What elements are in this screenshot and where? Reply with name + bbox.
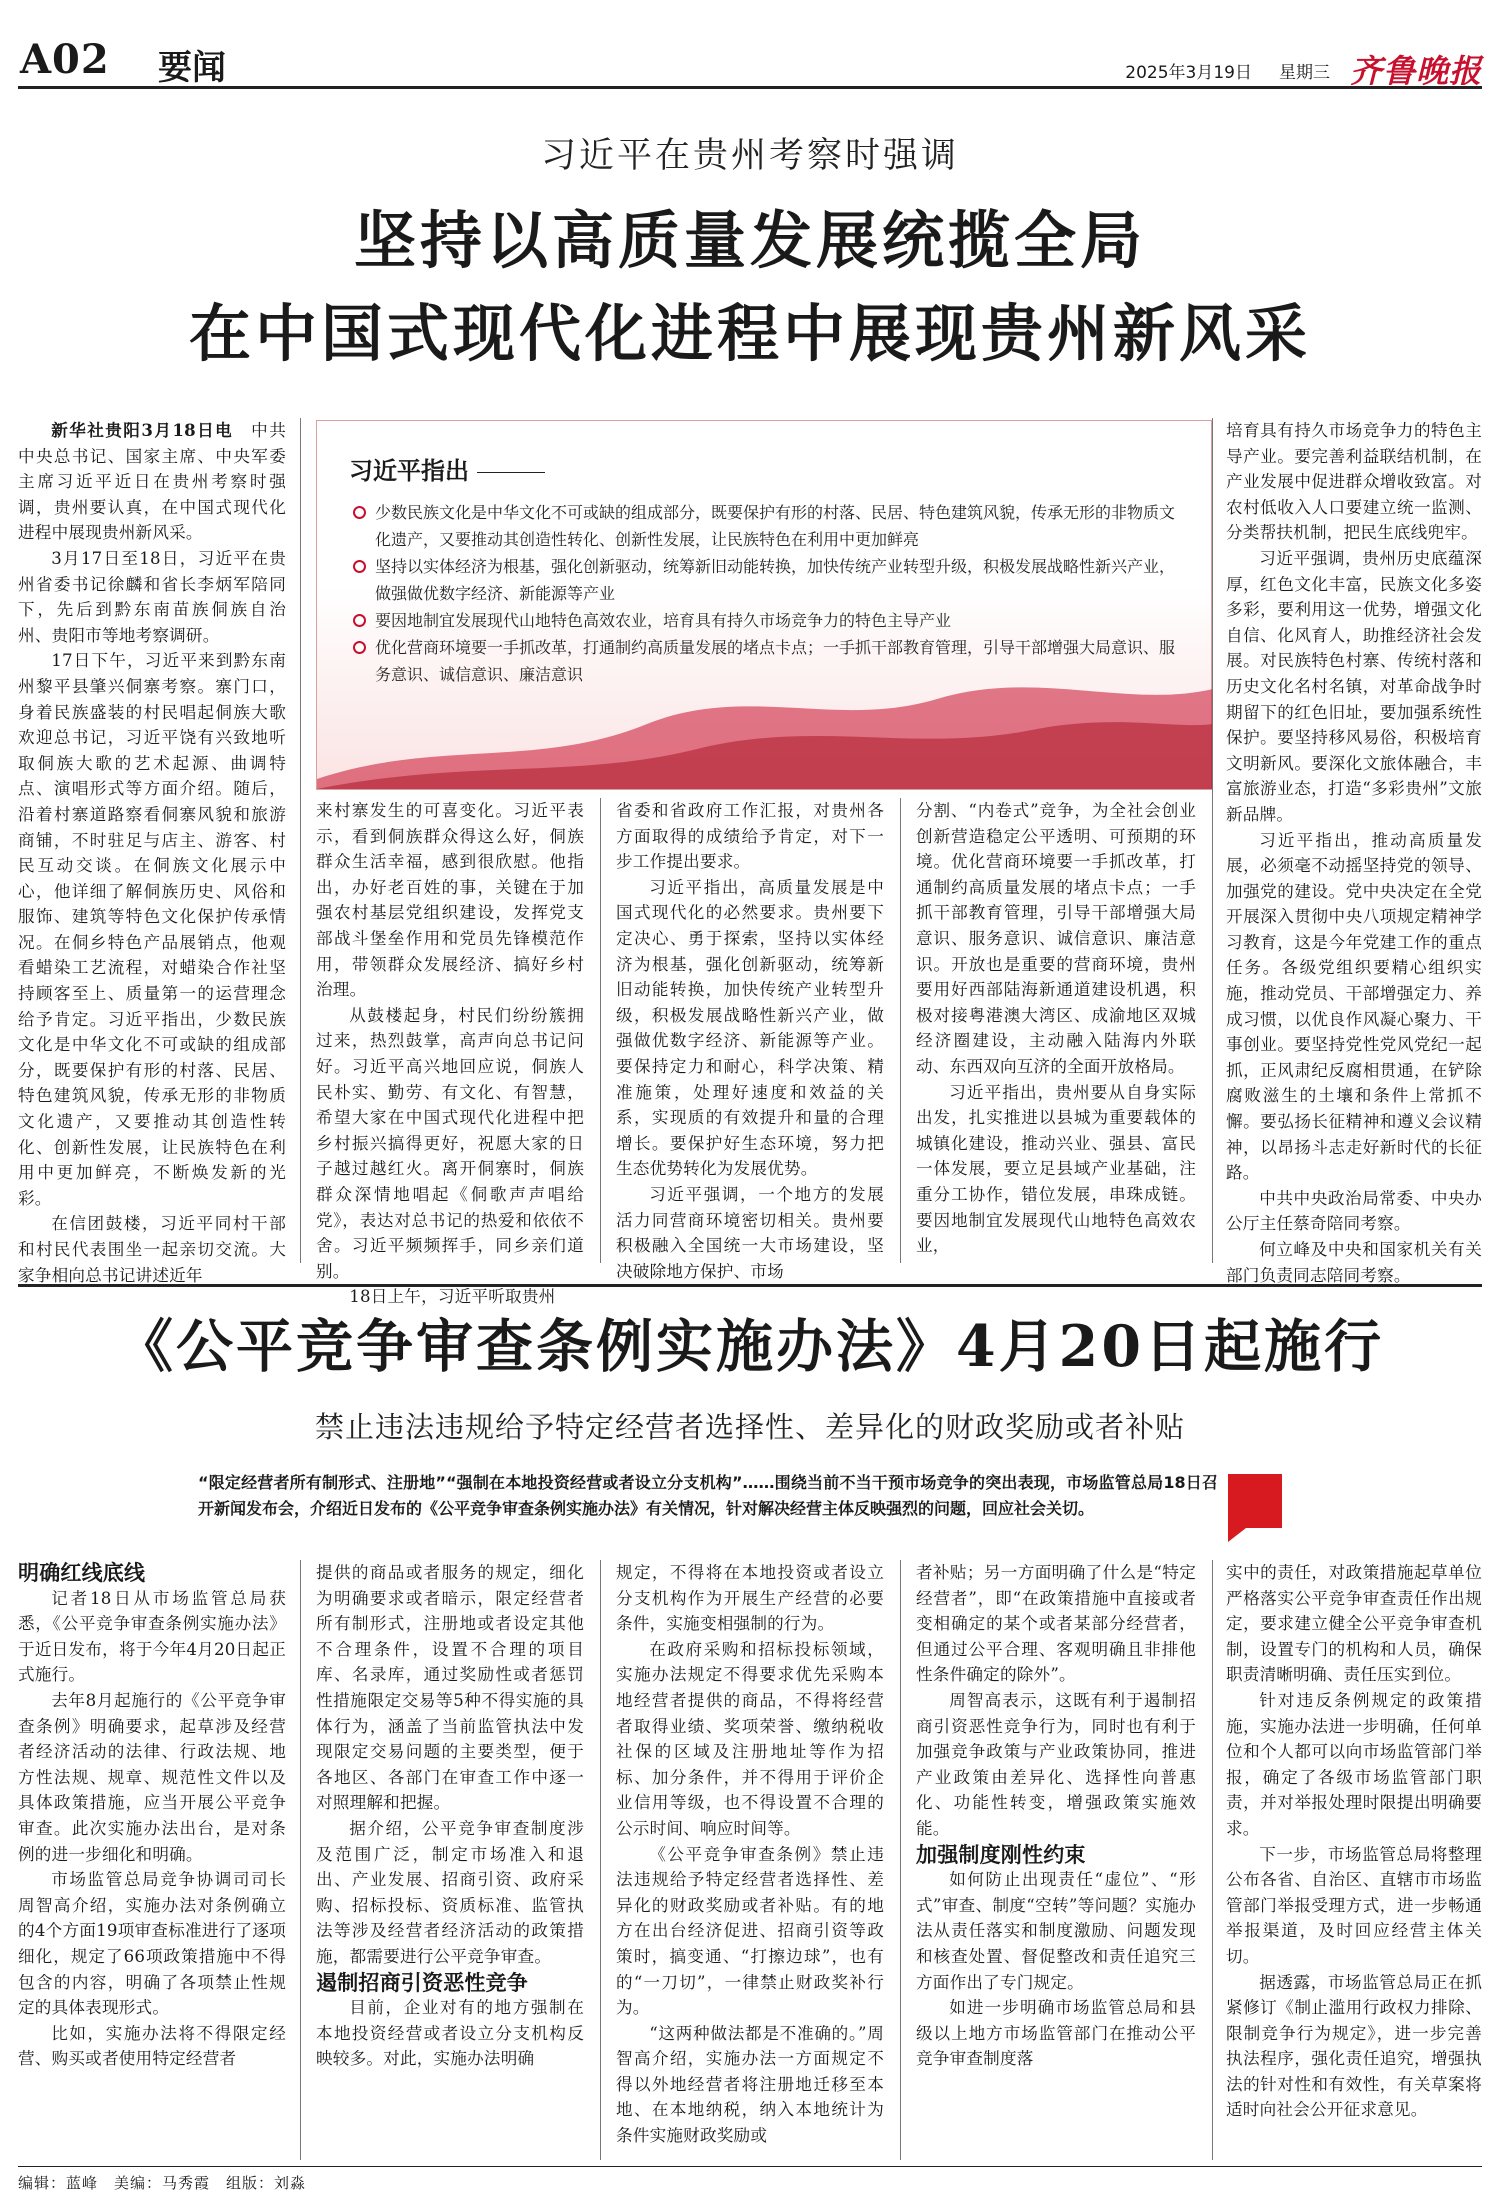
paragraph: 习近平指出，贵州要从自身实际出发，扎实推进以县城为重要载体的城镇化建设，推动兴业、强县、富民一体发展，要立足县域产业基础，注重分工协作，错位发展，串珠成链。要因地制宜发展现代山地特色高效农业， [916,1082,1196,1256]
paragraph: 者补贴；另一方面明确了什么是“特定经营者”，即“在政策措施中直接或者变相确定的某个或者某部分经营者，但通过公平合理、客观明确且非排他性条件确定的除外”。 [916,1563,1196,1685]
story1-title-line2: 在中国式现代化进程中展现贵州新风采 [188,297,1311,370]
page-header [18,10,1482,88]
story2-title: 《公平竞争审查条例实施办法》4月20日起施行 [116,1313,1384,1380]
paragraph: 习近平指出，推动高质量发展，必须毫不动摇坚持党的领导、加强党的建设。党中央决定在全党开展深入贯彻中央八项规定精神学习教育，这是今年党建工作的重点任务。各级党组织要精心组织实施，推动党员、干部增强定力、养成习惯，以优良作风凝心聚力、干事创业。要坚持党性党风党纪一起抓，正风肃纪反腐相贯通，在铲除腐败滋生的土壤和条件上常抓不懈。要弘扬长征精神和遵义会议精神，以昂扬斗志走好新时代的长征路。 [1226,830,1482,1183]
paragraph: 中共中央政治局常委、中央办公厅主任蔡奇陪同考察。 [1226,1188,1482,1234]
red-block-mark [1228,1474,1282,1528]
paragraph: 3月17日至18日，习近平在贵州省委书记徐麟和省长李炳军陪同下，先后到黔东南苗族侗族自治州、贵阳市等地考察调研。 [18,548,286,645]
story2-column-4 [916,1560,1196,2160]
story2-subtitle: 禁止违法违规给予特定经营者选择性、差异化的财政奖励或者补贴 [314,1410,1185,1444]
column-divider [600,1560,601,2160]
paragraph: 下一步，市场监管总局将整理公布各省、自治区、直辖市市场监管部门举报受理方式，进一步畅通举报渠道，及时回应经营主体关切。 [1226,1844,1482,1966]
column-divider [900,1560,901,2160]
quote-item: 要因地制宜发展现代山地特色高效农业，培育具有持久市场竞争力的特色主导产业 [353,607,1177,634]
paragraph: 市场监管总局竞争协调司司长周智高介绍，实施办法对条例确立的4个方面19项审查标准进行了逐项细化，规定了66项政策措施中不得包含的内容，明确了各项禁止性规定的具体表现形式。 [18,1870,286,2018]
section-subhead: 加强制度刚性约束 [916,1841,1086,1867]
quote-box [316,420,1212,790]
column-divider [1212,1560,1213,2160]
issue-date: 2025年3月19日 [1125,63,1252,83]
quote-box-title: 习近平指出 [349,451,545,486]
quote-item: 优化营商环境要一手抓改革，打通制约高质量发展的堵点卡点；一手抓干部教育管理，引导干部增强大局意识、服务意识、诚信意识、廉洁意识 [353,634,1177,688]
paragraph: 提供的商品或者服务的规定，细化为明确要求或者暗示，限定经营者所有制形式，注册地或者设定其他不合理条件，设置不合理的项目库、名录库，通过奖励性或者惩罚性措施限定交易等5种不得实施的具体行为，涵盖了当前监管执法中发现限定交易问题的主要类型，便于各地区、各部门在审查工作中逐一对照理解和把握。 [316,1563,584,1813]
paragraph: 习近平强调，贵州历史底蕴深厚，红色文化丰富，民族文化多姿多彩，要利用这一优势，增强文化自信、化风育人，助推经济社会发展。对民族特色村寨、传统村落和历史文化名村名镇，对革命战争时期留下的红色旧址，要加强系统性保护。要坚持移风易俗，积极培育文明新风。要深化文旅体融合，丰富旅游业态，打造“多彩贵州”文旅新品牌。 [1226,548,1482,824]
paragraph: 习近平指出，高质量发展是中国式现代化的必然要求。贵州要下定决心、勇于探索，坚持以实体经济为根基，强化创新驱动，统筹新旧动能转换，加快传统产业转型升级，积极发展战略性新兴产业，做强做优数字经济、新能源等产业。要保持定力和耐心，科学决策、精准施策，处理好速度和效益的关系，实现质的有效提升和量的合理增长。要保护好生态环境，努力把生态优势转化为发展优势。 [616,877,884,1179]
story2-column-2 [316,1560,584,2160]
paragraph: 新华社贵阳3月18日电 中共中央总书记、国家主席、中央军委主席习近平近日在贵州考察时强调，贵州要认真，在中国式现代化进程中展现贵州新风采。 [18,420,286,543]
paragraph: 比如，实施办法将不得限定经营、购买或者使用特定经营者 [18,2023,286,2069]
footer-rule [18,2166,1482,2167]
story2-column-1 [18,1560,286,2160]
paragraph: 记者18日从市场监管总局获悉，《公平竞争审查条例实施办法》于近日发布，将于今年4月20日起正式施行。 [18,1588,286,1685]
quote-item: 少数民族文化是中华文化不可或缺的组成部分，既要保护有形的村落、民居、特色建筑风貌，传承无形的非物质文化遗产，又要推动其创造性转化、创新性发展，让民族特色在利用中更加鲜亮 [353,499,1177,553]
paragraph: 18日上午，习近平听取贵州 [349,1287,556,1307]
story1-title-line1: 坚持以高质量发展统揽全局 [353,204,1146,277]
masthead-logo: 齐鲁晚报 [1349,52,1482,90]
paragraph: 17日下午，习近平来到黔东南州黎平县肇兴侗寨考察。寨门口，身着民族盛装的村民唱起侗族大歌欢迎总书记，习近平饶有兴致地听取侗族大歌的艺术起源、曲调特点、演唱形式等方面介绍。随后，沿着村寨道路察看侗寨风貌和旅游商铺，不时驻足与店主、游客、村民互动交谈。在侗族文化展示中心，他详细了解侗族历史、风俗和服饰、建筑等特色文化保护传承情况。在侗乡特色产品展销点，他观看蜡染工艺流程，对蜡染合作社坚持顾客至上、质量第一的运营理念给予肯定。习近平指出，少数民族文化是中华文化不可或缺的组成部分，既要保护有形的村落、民居、特色建筑风貌，传承无形的非物质文化遗产，又要推动其创造性转化、创新性发展，让民族特色在利用中更加鲜亮，不断焕发新的光彩。 [18,651,286,1208]
paragraph: 据透露，市场监管总局正在抓紧修订《制止滥用行政权力排除、限制竞争行为规定》，进一步完善执法程序，强化责任追究，增强执法的针对性和有效性，有关草案将适时向社会公开征求意见。 [1226,1972,1482,2120]
paragraph: 何立峰及中央和国家机关有关部门负责同志陪同考察。 [1226,1240,1482,1285]
paragraph: 在信团鼓楼，习近平同村干部和村民代表围坐一起亲切交流。大家争相向总书记讲述近年 [18,1214,286,1285]
story-separator [18,1284,1482,1287]
paragraph: 实中的责任，对政策措施起草单位严格落实公平竞争审查责任作出规定，要求建立健全公平竞争审查机制，设置专门的机构和人员，确保职责清晰明确、责任压实到位。 [1226,1563,1482,1685]
column-divider [900,798,901,1263]
paragraph: 规定，不得将在本地投资或者设立分支机构作为开展生产经营的必要条件，实施变相强制的行为。 [616,1563,884,1634]
section-subhead: 遏制招商引资恶性竞争 [316,1969,528,1995]
page-number: A02 [20,36,110,83]
section-subhead: 明确红线底线 [18,1560,146,1585]
story1-column-5 [1226,418,1482,1285]
paragraph: 分割、“内卷式”竞争，为全社会创业创新营造稳定公平透明、可预期的环境。优化营商环境要一手抓改革，打通制约高质量发展的堵点卡点；一手抓干部教育管理，引导干部增强大局意识、服务意识、诚信意识、廉洁意识。开放也是重要的营商环境，贵州要用好西部陆海新通道建设机遇，积极对接粤港澳大湾区、成渝地区双城经济圈建设，主动融入陆海内外联动、东西双向互济的全面开放格局。 [916,801,1196,1076]
paragraph: 习近平强调，一个地方的发展活力同营商环境密切相关。贵州要积极融入全国统一大市场建设，坚决破除地方保护、市场 [616,1184,884,1281]
story2-column-5 [1226,1560,1482,2160]
circle-bullet-icon [353,641,366,654]
column-divider [300,418,301,1263]
paragraph: “这两种做法都是不准确的。”周智高介绍，实施办法一方面规定不得以外地经营者将注册地迁移至本地、在本地纳税，纳入本地统计为条件实施财政奖励或 [616,2023,884,2146]
story2-column-3 [616,1560,884,2160]
column-divider [1212,418,1213,1263]
column-divider [600,798,601,1263]
paragraph: 目前，企业对有的地方强制在本地投资经营或者设立分支机构反映较多。对此，实施办法明确 [316,1998,584,2069]
story1-column-1 [18,418,286,1285]
story2-summary: “限定经营者所有制形式、注册地”“强制在本地投资经营或者设立分支机构”……围绕当前不当干预市场竞争的突出表现，市场监管总局18日召开新闻发布会，介绍近日发布的《公平竞争审查条例实施办法》有关情况，针对解决经营主体反映强烈的问题，回应社会关切。 [198,1473,1218,1518]
paragraph: 据介绍，公平竞争审查制度涉及范围广泛，制定市场准入和退出、产业发展、招商引资、政府采购、招标投标、资质标准、监管执法等涉及经营者经济活动的政策措施，都需要进行公平竞争审查。 [316,1818,584,1966]
circle-bullet-icon [353,506,366,519]
page-credits: 编辑：蓝峰 美编：马秀霞 组版：刘淼 [18,2174,307,2192]
section-name: 要闻 [158,48,226,88]
dateline: 新华社贵阳3月18日电 [51,420,234,440]
paragraph: 从鼓楼起身，村民们纷纷簇拥过来，热烈鼓掌，高声向总书记问好。习近平高兴地回应说，侗族人民朴实、勤劳、有文化、有智慧，希望大家在中国式现代化进程中把乡村振兴搞得更好，祝愿大家的日子越过越红火。离开侗寨时，侗族群众深情地唱起《侗歌声声唱给党》，表达对总书记的热爱和依依不舍。习近平频频挥手，同乡亲们道别。 [316,1005,584,1281]
paragraph: 针对违反条例规定的政策措施，实施办法进一步明确，任何单位和个人都可以向市场监管部门举报，确定了各级市场监管部门职责，并对举报处理时限提出明确要求。 [1226,1690,1482,1838]
paragraph: 去年8月起施行的《公平竞争审查条例》明确要求，起草涉及经营者经济活动的法律、行政法规、地方性法规、规章、规范性文件以及具体政策措施，应当开展公平竞争审查。此次实施办法出台，是对条例的进一步细化和明确。 [18,1690,286,1864]
header-rule [18,86,1482,89]
column-divider [300,1560,301,2160]
paragraph: 来村寨发生的可喜变化。习近平表示，看到侗族群众得这么好，侗族群众生活幸福，感到很欣慰。他指出，办好老百姓的事，关键在于加强农村基层党组织建设，发挥党支部战斗堡垒作用和党员先锋模范作用，带领群众发展经济、搞好乡村治理。 [316,801,584,1000]
paragraph: 如何防止出现责任“虚位”、“形式”审查、制度“空转”等问题？实施办法从责任落实和制度激励、问题发现和核查处置、督促整改和责任追究三方面作出了专门规定。 [916,1870,1196,1992]
paragraph: 周智高表示，这既有利于遏制招商引资恶性竞争行为，同时也有利于加强竞争政策与产业政策协同，推进产业政策由差异化、选择性向普惠化、功能性转变，增强政策实施效能。 [916,1690,1196,1838]
quote-list [353,499,1177,688]
story1-kicker: 习近平在贵州考察时强调 [540,136,959,176]
paragraph: 如进一步明确市场监管总局和县级以上地方市场监管部门在推动公平竞争审查制度落 [916,1998,1196,2069]
paragraph: 省委和省政府工作汇报，对贵州各方面取得的成绩给予肯定，对下一步工作提出要求。 [616,801,884,872]
paragraph: 《公平竞争审查条例》禁止违法违规给予特定经营者选择性、差异化的财政奖励或者补贴。有的地方在出台经济促进、招商引资等政策时，搞变通、“打擦边球”，也有的“一刀切”，一律禁止财政奖补行为。 [616,1844,884,2018]
story1-column-2 [316,798,584,1307]
paragraph: 培育具有持久市场竞争力的特色主导产业。要完善利益联结机制，在产业发展中促进群众增收致富。对农村低收入人口要建立统一监测、分类帮扶机制，把民生底线兜牢。 [1226,421,1482,543]
circle-bullet-icon [353,560,366,573]
quote-item: 坚持以实体经济为根基，强化创新驱动，统筹新旧动能转换，加快传统产业转型升级，积极发展战略性新兴产业，做强做优数字经济、新能源等产业 [353,553,1177,607]
story1-column-4 [916,798,1196,1263]
circle-bullet-icon [353,614,366,627]
paragraph: 在政府采购和招标投标领域，实施办法规定不得要求优先采购本地经营者提供的商品，不得将经营者取得业绩、奖项荣誉、缴纳税收社保的区域及注册地址等作为招标、加分条件，并不得用于评价企业信用等级，也不得设置不合理的公示时间、响应时间等。 [616,1639,884,1838]
issue-weekday: 星期三 [1279,63,1330,83]
story1-column-3 [616,798,884,1281]
